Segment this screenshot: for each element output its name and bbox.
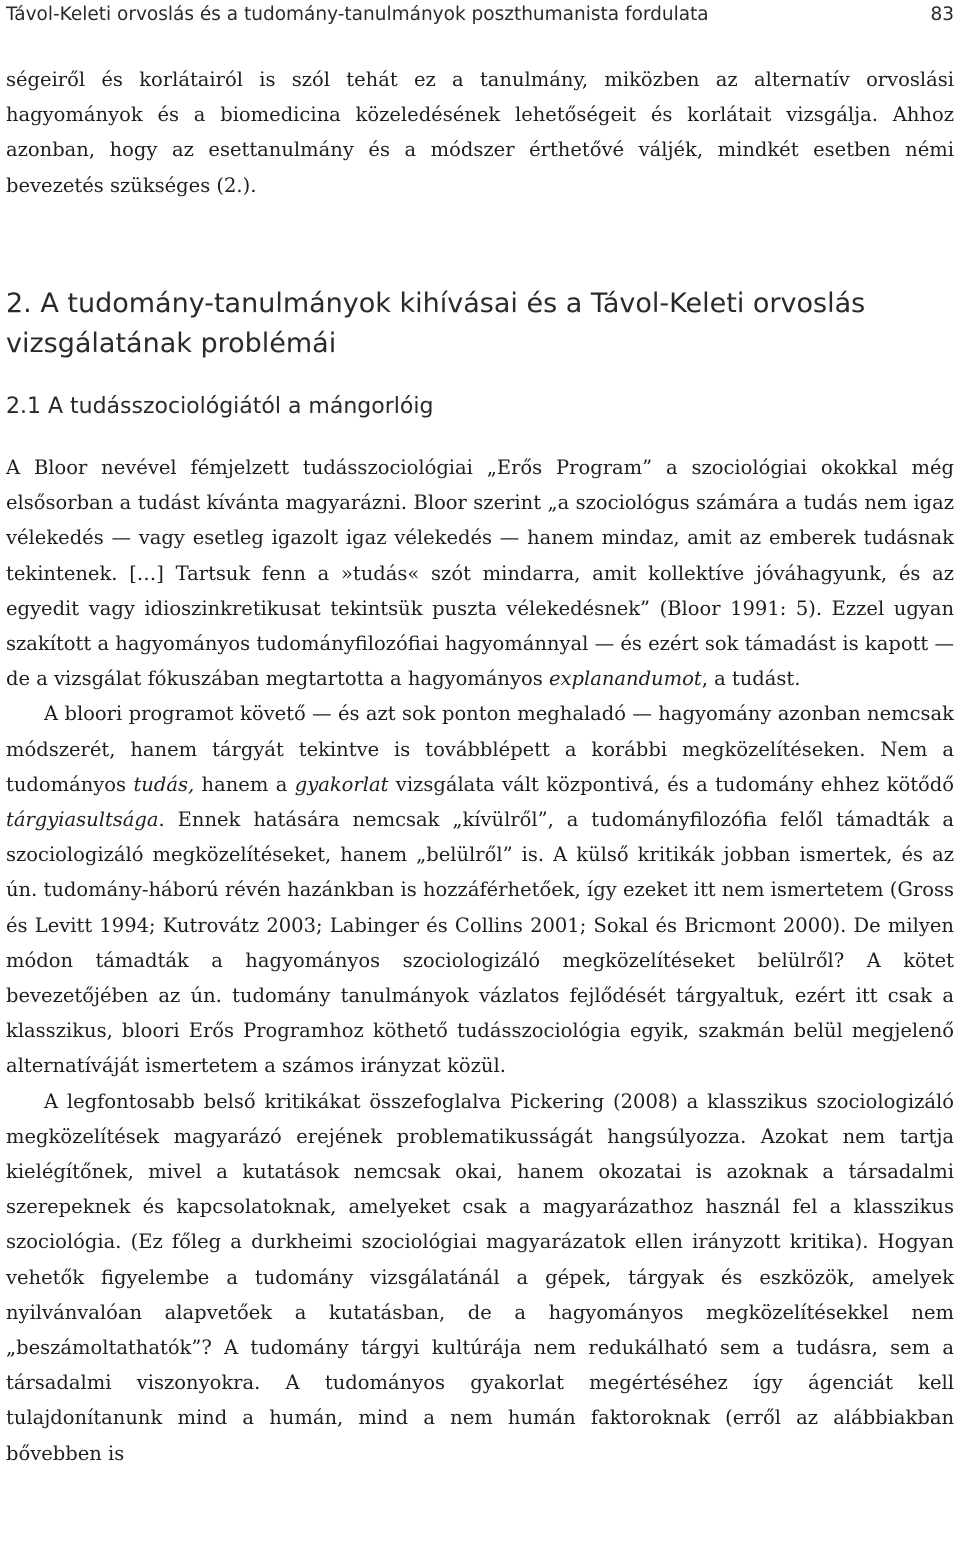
paragraph-text: vizsgálata vált központivá, és a tudomány ehhez kötődő — [388, 772, 954, 796]
section-heading: 2. A tudomány-tanulmányok kihívásai és a Távol-Keleti orvoslás vizsgálatának problémái — [6, 288, 866, 359]
paragraph-text: A bloori programot követő — és azt sok ponton meghaladó — hagyomány azonban nemcsak módszerét, hanem tárgyát tekintve is továbblépett a korábbi megközelítéseken. Nem a tudományos — [6, 702, 954, 796]
paragraph-text: A Bloor nevével fémjelzett tudásszociológiai „Erős Program” a szociológiai okokkal még elsősorban a tudást kívánta magyarázni. Bloor szerint „a szociológus számára a tudás nem igaz vélekedés — vagy esetleg igazolt igaz vélekedés — hanem mindaz, amit az emberek tudásnak tekintenek. […] Tartsuk fenn a »tudás« szót mindarra, amit kollektíve jóváhagyunk, és az egyedit vagy idioszinkretikusat tekintsük puszta vélekedésnek” (Bloor 1991: 5). Ezzel ugyan szakított a hagyományos tudományfilozófiai hagyománnyal — és ezért sok támadást is kapott — de a vizsgálat fókuszában megtartotta a hagyományos — [6, 456, 954, 691]
emphasis-text: tárgyiasultsága — [6, 808, 159, 832]
emphasis-text: tudás, — [133, 772, 195, 796]
paragraph-3 — [6, 1084, 954, 1471]
paragraph-2 — [6, 696, 954, 1083]
running-header — [6, 2, 954, 28]
emphasis-text: explanandumot — [548, 667, 702, 691]
main-body — [6, 450, 954, 1471]
paragraph-text: hanem a — [194, 772, 295, 796]
paragraph-text: , a tudást. — [701, 667, 801, 691]
intro-section — [6, 62, 954, 203]
emphasis-text: gyakorlat — [294, 772, 389, 796]
page-number: 83 — [930, 4, 954, 25]
paragraph-1 — [6, 450, 954, 696]
intro-paragraph: ségeiről és korlátairól is szól tehát ez a tanulmány, miközben az alternatív orvoslási hagyományok és a biomedicina közeledésének lehetőségeit és korlátait vizsgálja. Ahhoz azonban, hogy az esettanulmány és a módszer érthetővé váljék, mindkét esetben némi bevezetés szükséges (2.). — [6, 68, 954, 197]
paragraph-text: A legfontosabb belső kritikákat összefoglalva Pickering (2008) a klasszikus szociologizáló megközelítések magyarázó erejének problematikusságát hangsúlyozza. Azokat nem tartja kielégítőnek, mivel a kutatások nemcsak okai, hanem okozatai is azoknak a társadalmi szerepeknek és kapcsolatoknak, amelyeket csak a magyarázathoz használ fel a klasszikus szociológia. (Ez főleg a durkheimi szociológiai magyarázatok ellen irányzott kritika). Hogyan vehetők figyelembe a tudomány vizsgálatánál a gépek, tárgyak és eszközök, amelyek nyilvánvalóan alapvetőek a kutatásban, de a hagyományos megközelítésekkel nem „beszámoltathatók”? A tudomány tárgyi kultúrája nem redukálható sem a tudásra, sem a társadalmi viszonyokra. A tudományos gyakorlat megértéséhez így ágenciát kell tulajdonítanunk mind a humán, mind a nem humán faktoroknak (erről az alábbiakban bővebben is — [6, 1089, 954, 1465]
paragraph-text: . Ennek hatására nemcsak „kívülről”, a tudományfilozófia felől támadták a szociologizáló megközelítéseket, hanem „belülről” is. A külső kritikák jobban ismertek, és az ún. tudomány-háború révén hazánkban is hozzáférhetőek, így ezeket itt nem ismertetem (Gross és Levitt 1994; Kutrovátz 2003; Labinger és Collins 2001; Sokal és Bricmont 2000). De milyen módon támadták a hagyományos szociologizáló megközelítéseket belülről? A kötet bevezetőjében az ún. tudomány tanulmányok vázlatos fejlődését tárgyaltuk, ezért itt csak a klasszikus, bloori Erős Programhoz köthető tudásszociológia egyik, szakmán belül megjelenő alternatíváját ismertetem a számos irányzat közül. — [6, 808, 954, 1078]
subsection-heading: 2.1 A tudásszociológiától a mángorlóig — [6, 394, 434, 419]
running-title: Távol-Keleti orvoslás és a tudomány-tanulmányok poszthumanista fordulata — [6, 4, 709, 25]
